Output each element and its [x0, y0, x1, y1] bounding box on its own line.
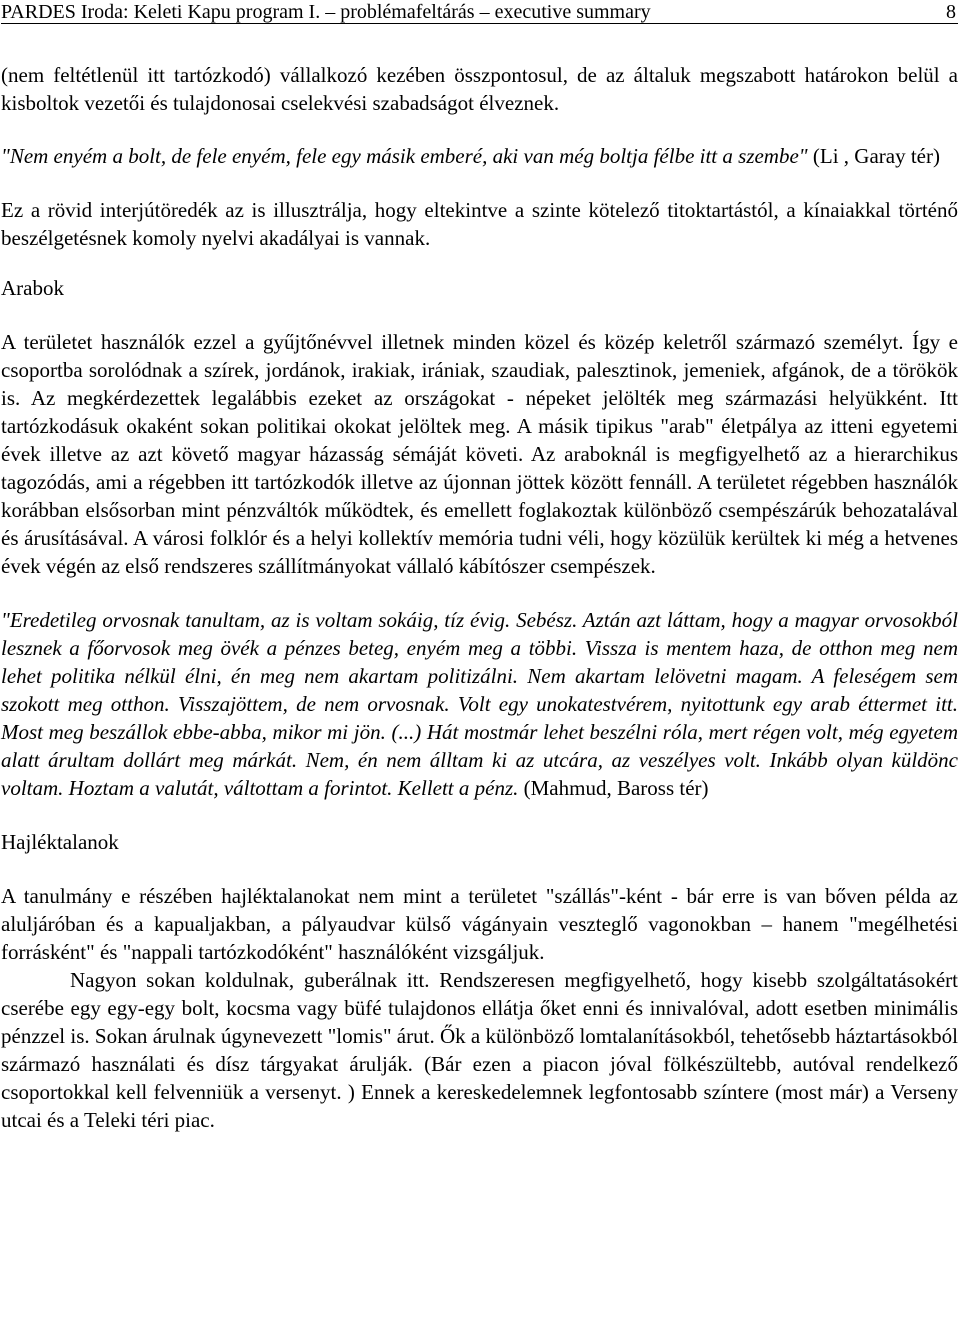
section-heading-hajlektalanok: Hajléktalanok: [1, 830, 119, 854]
paragraph-interview-note: Ez a rövid interjútöredék az is illusztrálja, hogy eltekintve a szinte kötelező titoktartástól, a kínaiakkal történő beszélgetésnek komoly nyelvi akadályai is vannak.: [1, 198, 958, 250]
quote-attribution: (Mahmud, Baross tér): [518, 776, 709, 800]
quote-text: "Eredetileg orvosnak tanultam, az is voltam sokáig, tíz évig. Sebész. Aztán azt láttam, hogy a magyar orvosokból lesznek a főorvosok meg övék a pénzes beteg, enyém meg a többi. Vissza is mentem haza, de otthon meg nem lehet politika nélkül élni, én meg nem akartam politizálni. Nem akartam lelövetni magam. A feleségem sem szokott meg otthon. Visszajöttem, de nem orvosnak. Volt egy unokatestvérem, nyitottunk egy arab éttermet itt. Most meg beszállok ebbe-abba, mikor mi jön. (...) Hát mostmár lehet beszélni róla, mert régen volt, még egyetem alatt árultam dollárt meg márkát. Nem, én nem álltam ki az utcára, az veszélyes volt. Inkább olyan küldönc voltam. Hoztam a valutát, váltottam a forintot. Kellett a pénz.: [1, 608, 958, 800]
paragraph-hajlektalanok-activities: Nagyon sokan koldulnak, guberálnak itt. Rendszeresen megfigyelhető, hogy kisebb szolgáltatásokért cserébe egy egy-egy bolt, kocsma vagy büfé tulajdonos ellátja őket enni és innivalóval, adott esetben minimális pénzzel is. Sokan árulnak úgynevezett "lomis" árut. Ők a különböző lomtalanításokból, tehetősebb háztartásokból származó használati és dísz tárgyakat árulják. (Bár ezen a piacon jóval fölkészültebb, autóval rendelkező csoportokkal kell felvenniük a versenyt. ) Ennek a kereskedelemnek legfontosabb színtere (most már) a Verseny utcai és a Teleki téri piac.: [1, 968, 958, 1132]
interview-quote-li: [1, 142, 958, 170]
header-title: PARDES Iroda: Keleti Kapu program I. – problémafeltárás – executive summary: [1, 1, 651, 23]
page-header: [1, 0, 958, 24]
quote-text: "Nem enyém a bolt, de fele enyém, fele egy másik emberé, aki van még boltja félbe itt a szembe": [1, 144, 808, 168]
paragraph-arabok: A területet használók ezzel a gyűjtőnévvel illetnek minden közel és közép keletről származó személyt. Így e csoportba sorolódnak a szírek, jordánok, irakiak, irániak, szaudiak, palesztinok, jemeniek, afgánok, de a törökök is. Az megkérdezettek legalábbis ezeket az országokat - népeket jelölték meg származási helyükként. Itt tartózkodásuk okaként sokan politikai okokat jelöltek meg. A másik tipikus "arab" életpálya az itteni egyetemi évek illetve az azt követő magyar házasság sémáját követi. Az araboknál is megfigyelhető az a hierarchikus tagozódás, ami a régebben itt tartózkodók illetve az újonnan jöttek között fennáll. A területet régebben használók korábban elsősorban mint pénzváltók működtek, és emellett foglakoztak különböző csempészárúk behozatalával és árusításával. A városi folklór és a helyi kollektív memória tudni véli, hogy közülük kerültek ki még a hetvenes évek végén az első rendszeres szállítmányokat vállaló kábítószer csempészek.: [1, 330, 958, 578]
paragraph-intro: (nem feltétlenül itt tartózkodó) vállalkozó kezében összpontosul, de az általuk megszabott határokon belül a kisboltok vezetői és tulajdonosai cselekvési szabadságot élveznek.: [1, 63, 958, 115]
page-number: 8: [946, 1, 956, 23]
interview-quote-mahmud: [1, 606, 958, 802]
section-heading-arabok: Arabok: [1, 276, 64, 300]
quote-attribution: (Li , Garay tér): [807, 144, 940, 168]
paragraph-hajlektalanok-intro: A tanulmány e részében hajléktalanokat nem mint a területet "szállás"-ként - bár erre is van bőven példa az aluljáróban és a kapualjakban, a pályaudvar külső vágányain veszteglő vagonokban – hanem "megélhetési forrásként" és "nappali tartózkodóként" használóként vizsgáljuk.: [1, 884, 958, 964]
page-content: [1, 24, 958, 1134]
